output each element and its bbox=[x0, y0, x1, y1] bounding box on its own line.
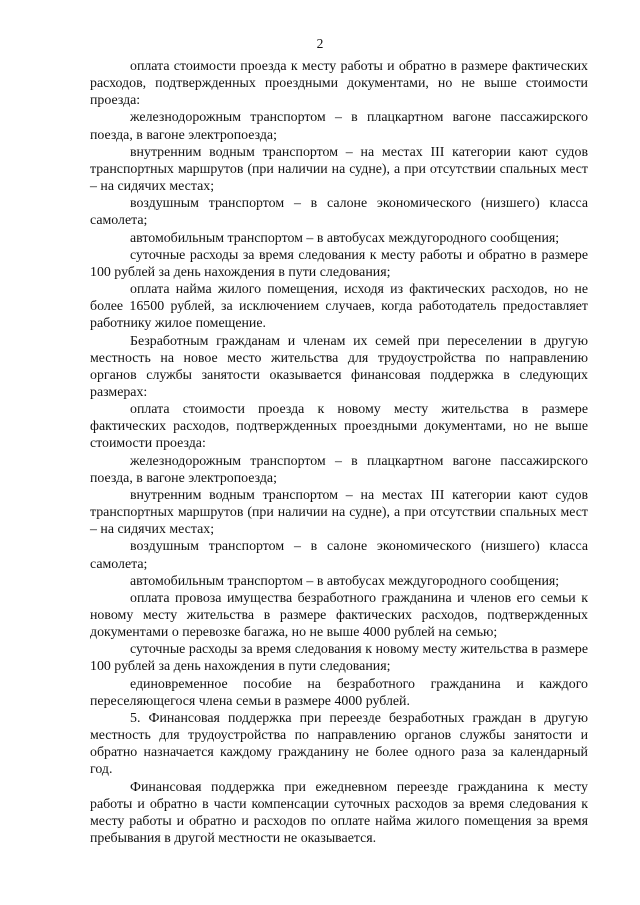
paragraph-road-transport: автомобильным транспортом – в автобусах междугородного сообщения; bbox=[130, 230, 560, 246]
paragraph-relocation-rail: железнодорожным транспортом – в плацкартном вагоне пассажирского поезда, в вагоне электропоезда; bbox=[90, 453, 588, 486]
paragraph-daily-allowance: суточные расходы за время следования к месту работы и обратно в размере 100 рублей за день нахождения в пути следования; bbox=[90, 247, 588, 280]
paragraph-daily-commute: Финансовая поддержка при ежедневном переезде гражданина к месту работы и обратно в части компенсации суточных расходов за время следования к месту работы и обратно и расходов по оплате найма жилого помещения за время пребывания в другой местности не оказывается. bbox=[90, 779, 588, 847]
paragraph-relocation-support: Безработным гражданам и членам их семей при переселении в другую местность на новое место жительства для трудоустройства по направлению органов службы занятости оказывается финансовая поддержка в следующих размерах: bbox=[90, 333, 588, 400]
paragraph-relocation-daily-allowance: суточные расходы за время следования к новому месту жительства в размере 100 рублей за день нахождения в пути следования; bbox=[90, 642, 588, 675]
paragraph-relocation-travel-cost: оплата стоимости проезда к новому месту жительства в размере фактических расходов, подтвержденных проездными документами, но не выше стоимости проезда: bbox=[90, 402, 588, 452]
paragraph-travel-cost: оплата стоимости проезда к месту работы и обратно в размере фактических расходов, подтвержденных проездными документами, но не выше стоимости проезда: bbox=[90, 59, 588, 109]
paragraph-housing-rent: оплата найма жилого помещения, исходя из фактических расходов, но не более 16500 рублей, за исключением случаев, когда работодатель предоставляет работнику жилое помещение. bbox=[90, 282, 588, 332]
paragraph-relocation-water: внутренним водным транспортом – на местах III категории кают судов транспортных маршрутов (при наличии на судне), а при отсутствии спальных мест – на сидячих местах; bbox=[90, 487, 588, 538]
paragraph-relocation-road: автомобильным транспортом – в автобусах междугородного сообщения; bbox=[130, 573, 560, 589]
document-body bbox=[90, 58, 588, 847]
paragraph-air-transport: воздушным транспортом – в салоне экономического (низшего) класса самолета; bbox=[90, 196, 588, 229]
paragraph-water-transport: внутренним водным транспортом – на местах III категории кают судов транспортных маршрутов (при наличии на судне), а при отсутствии спальных мест – на сидячих местах; bbox=[90, 144, 588, 195]
paragraph-baggage: оплата провоза имущества безработного гражданина и членов его семьи к новому месту жительства в размере фактических расходов, подтвержденных документами о перевозке багажа, но не выше 4000 рублей на семью; bbox=[90, 590, 588, 641]
paragraph-relocation-air: воздушным транспортом – в салоне экономического (низшего) класса самолета; bbox=[90, 539, 588, 572]
paragraph-lump-sum: единовременное пособие на безработного гражданина и каждого переселяющегося члена семьи в размере 4000 рублей. bbox=[90, 676, 588, 709]
paragraph-rail-transport: железнодорожным транспортом – в плацкартном вагоне пассажирского поезда, в вагоне электропоезда; bbox=[90, 110, 588, 143]
page-number: 2 bbox=[316, 36, 324, 51]
paragraph-item-5: 5. Финансовая поддержка при переезде безработных граждан в другую местность для трудоустройства по направлению органов службы занятости и обратно назначается каждому гражданину не более одного раза за календарный год. bbox=[90, 710, 588, 778]
